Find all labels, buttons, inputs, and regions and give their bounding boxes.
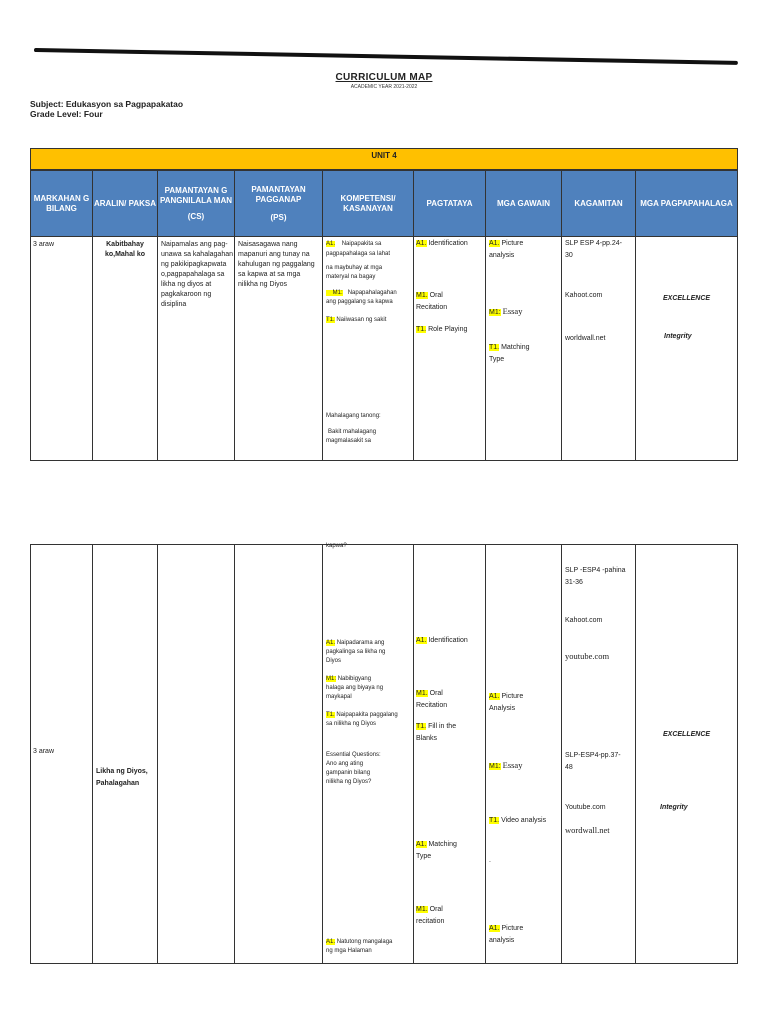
row1-value-2: Integrity	[664, 333, 692, 340]
row2-aralin-l1: Likha ng Diyos,	[96, 768, 148, 775]
row2-komp-a1-l3: Diyos	[326, 658, 342, 664]
row2-komp-eq-l2: Ano ang ating	[326, 761, 364, 767]
row2-divider	[561, 544, 562, 964]
a1-tag: A1.	[326, 241, 336, 247]
row2-komp-eq-l1: Essential Questions:	[326, 752, 381, 758]
grade-level-label: Grade Level: Four	[30, 109, 103, 119]
header-kagamitan-text: KAGAMITAN	[574, 198, 623, 208]
row1-gawain-m1	[489, 306, 522, 318]
row2-divider	[485, 544, 486, 964]
row2-pagtataya-m1b	[416, 905, 443, 915]
row1-ps: Naisasagawa nang mapanuri ang tunay na kahulugan ng paggalang sa kapwa at sa mga nilikha ng Diyos	[238, 241, 315, 288]
row2-markahan: 3 araw	[33, 748, 55, 755]
row2-pagtataya-a1-text: Identification	[428, 637, 468, 644]
row2-komp-m1-l3: maykapal	[326, 694, 352, 700]
t1-tag: T1.	[416, 326, 427, 333]
row2-pagtataya-m1	[416, 689, 443, 699]
row1-gawain-a1-l2: analysis	[489, 252, 515, 259]
row1-pagtataya-m1-l1: Oral	[429, 292, 443, 299]
header-ps-text: PAMANTAYAN PAGGANAP	[251, 184, 306, 204]
page-title: CURRICULUM MAP	[335, 72, 433, 83]
row2-gawain-t1	[489, 816, 546, 826]
m1-tag: M1.	[416, 292, 428, 299]
a1-tag: A1.	[416, 841, 427, 848]
row2-pagtataya-a1b-l1: Matching	[428, 841, 457, 848]
a1-tag: A1.	[489, 925, 500, 932]
row1-divider	[635, 236, 636, 461]
header-ps-abbr: (PS)	[270, 212, 287, 222]
row1-gawain-t1	[489, 343, 529, 353]
header-cs	[157, 170, 235, 237]
header-markahan-text: MARKAHAN G BILANG	[33, 193, 90, 213]
row2-kagamitan-3: youtube.com	[565, 651, 610, 661]
row1-komp-question-l2: magmalasakit sa	[326, 438, 372, 444]
row2-pagtataya-a1b-l2: Type	[416, 853, 432, 860]
t1-tag: T1.	[326, 317, 335, 323]
row2-gawain-t1-text: Video analysis	[501, 817, 547, 824]
row2-pagtataya-t1-l1: Fill in the	[428, 723, 457, 730]
header-gawain-text: MGA GAWAIN	[496, 198, 551, 208]
row2-komp-a1b	[326, 938, 392, 946]
row2-komp-a1-l1: Naipadarama ang	[336, 640, 385, 646]
row1-komp-a1	[326, 240, 418, 248]
row1-komp-m1	[326, 289, 397, 297]
row2-komp-a1-l2: pagkalinga sa likha ng	[326, 649, 386, 655]
row2-gawain-a1b	[489, 924, 523, 934]
row1-komp-m1-l2: ang paggalang sa kapwa	[326, 299, 393, 305]
row1-komp-a1-l3: na maybuhay at mga	[326, 265, 383, 271]
row2-divider	[157, 544, 158, 964]
row2-komp-a1b-l1: Natutong mangalaga	[336, 939, 393, 945]
row2-komp-t1-l2: sa nilikha ng Diyos	[326, 721, 377, 727]
row1-komp-t1-text: Naiiwasan ng sakit	[336, 317, 387, 323]
row2-kagamitan-1: SLP -ESP4 -pahina	[565, 567, 626, 574]
row2-komp-a1b-l2: ng mga Halaman	[326, 948, 372, 954]
header-pagtataya-text: PAGTATAYA	[426, 198, 473, 208]
row2-pagtataya-t1-l2: Blanks	[416, 735, 438, 742]
row1-divider	[485, 236, 486, 461]
header-cs-abbr: (CS)	[187, 211, 205, 221]
row1-komp-a1-l1: Naipapakita sa	[341, 241, 382, 247]
row2-komp-eq-l4: nilikha ng Diyos?	[326, 779, 372, 785]
row1-pagtataya-a1-text: Identification	[428, 240, 468, 247]
row2-kagamitan-1b: 31-36	[565, 579, 583, 586]
row2-divider	[234, 544, 235, 964]
row2-divider	[413, 544, 414, 964]
header-pagpapahalaga-text: MGA PAGPAPAHALAGA	[640, 198, 733, 208]
row2-komp-t1-l1: Naipapakita paggalang	[336, 712, 398, 718]
row1-pagtataya-t1	[416, 325, 467, 335]
row2-pagtataya-m1b-l1: Oral	[429, 906, 443, 913]
row1-aralin: Kabitbahay ko,Mahal ko	[104, 241, 146, 258]
row1-cs: Naipamalas ang pag-unawa sa kahalagahan ng pakikipagkapwata o,pagpapahalaga sa likha ng diyos at pagkakaroon ng disiplina	[161, 241, 234, 308]
m1-tag: M1:	[326, 676, 337, 682]
row2-komp-top: kapwa?	[326, 543, 347, 549]
t1-tag: T1.	[489, 817, 500, 824]
header-ps	[234, 170, 323, 237]
row2-pagtataya-m1b-l2: recitation	[416, 918, 445, 925]
row1-gawain-t1-l1: Matching	[501, 344, 530, 351]
row2-komp-m1-l1: Nabibigyang	[337, 676, 372, 682]
row2-gawain-a1-l1: Picture	[501, 693, 524, 700]
row1-kagamitan-1b: 30	[565, 252, 573, 259]
header-kompetensi-text: KOMPETENSI/ KASANAYAN	[340, 193, 396, 213]
row1-divider	[234, 236, 235, 461]
row1-komp-m1-l1: Napapahalagahan	[347, 290, 397, 296]
row2-komp-eq-l3: gampanin bilang	[326, 770, 371, 776]
row2-pagtataya-t1	[416, 722, 456, 732]
header-aralin-text: ARALIN/ PAKSA	[93, 198, 157, 208]
row2-pagtataya-m1-l2: Recitation	[416, 702, 448, 709]
row1-divider	[157, 236, 158, 461]
row2-divider	[92, 544, 93, 964]
top-rule	[34, 48, 738, 65]
a1-tag: A1.	[326, 640, 336, 646]
header-aralin	[92, 170, 158, 237]
row2-pagtataya-a1b	[416, 840, 457, 850]
row2-komp-t1	[326, 711, 398, 719]
row1-kagamitan-2: Kahoot.com	[565, 292, 603, 299]
row1-komp-question-l1: Bakit mahalagang	[328, 429, 377, 435]
row2-value-2: Integrity	[660, 804, 688, 811]
unit-banner: UNIT 4	[30, 148, 738, 170]
row1-pagtataya-m1-l2: Recitation	[416, 304, 448, 311]
row2-divider	[635, 544, 636, 964]
row1-komp-a1-l4: materyal na bagay	[326, 274, 376, 280]
t1-tag: T1.	[326, 712, 335, 718]
row2-gawain-a1b-l1: Picture	[501, 925, 524, 932]
row1-box	[30, 236, 738, 461]
header-markahan	[30, 170, 93, 237]
subject-label: Subject: Edukasyon sa Pagpapakatao	[30, 99, 184, 109]
row2-pagtataya-m1-l1: Oral	[429, 690, 443, 697]
row1-divider	[322, 236, 323, 461]
row2-kagamitan-4: SLP-ESP4-pp.37-	[565, 752, 621, 759]
row1-divider	[92, 236, 93, 461]
a1-tag: A1.	[489, 240, 500, 247]
row2-gawain-dot: .	[489, 857, 491, 864]
row1-gawain-m1-text: Essay	[502, 306, 523, 316]
row1-divider	[561, 236, 562, 461]
row1-value-1: EXCELLENCE	[663, 295, 711, 302]
m1-tag	[326, 290, 343, 296]
row2-komp-m1-l2: halaga ang biyaya ng	[326, 685, 384, 691]
row1-gawain-a1	[489, 239, 523, 249]
row1-markahan: 3 araw	[33, 241, 55, 248]
header-pagtataya	[413, 170, 486, 237]
row2-gawain-a1b-l2: analysis	[489, 937, 515, 944]
row1-komp-a1-l2: pagpapahalaga sa lahat	[326, 251, 391, 257]
row1-gawain-t1-l2: Type	[489, 356, 505, 363]
row2-kagamitan-2: Kahoot.com	[565, 617, 603, 624]
m1-tag: M1:	[489, 763, 501, 770]
row2-kagamitan-5: Youtube.com	[565, 804, 606, 811]
header-kompetensi	[322, 170, 414, 237]
row2-box	[30, 544, 738, 964]
row2-kagamitan-4b: 48	[565, 764, 573, 771]
row2-aralin-l2: Pahalagahan	[96, 780, 140, 787]
row1-kagamitan-1: SLP ESP 4-pp.24-	[565, 240, 622, 247]
t1-tag: T1.	[416, 723, 427, 730]
row2-komp-a1	[326, 639, 384, 647]
row2-pagtataya-a1	[416, 636, 468, 646]
a1-tag: A1.	[416, 240, 427, 247]
t1-tag: T1.	[489, 344, 500, 351]
row1-gawain-a1-l1: Picture	[501, 240, 524, 247]
m1-tag: M1.	[416, 906, 428, 913]
row2-gawain-a1	[489, 692, 523, 702]
row1-divider	[413, 236, 414, 461]
header-kagamitan	[561, 170, 636, 237]
row1-kagamitan-3: worldwall.net	[565, 335, 606, 342]
m1-tag-text: M1:	[332, 290, 343, 296]
header-pagpapahalaga	[635, 170, 738, 237]
academic-year: ACADEMIC YEAR 2021-2022	[350, 84, 418, 90]
row2-gawain-m1-text: Essay	[502, 760, 523, 770]
row2-divider	[322, 544, 323, 964]
header-gawain	[485, 170, 562, 237]
m1-tag: M1:	[489, 309, 501, 316]
row2-komp-m1	[326, 675, 371, 683]
a1-tag: A1.	[489, 693, 500, 700]
row1-pagtataya-a1	[416, 239, 468, 249]
row2-gawain-a1-l2: Analysis	[489, 705, 516, 712]
row2-gawain-m1	[489, 760, 522, 772]
m1-tag: M1.	[416, 690, 428, 697]
row1-pagtataya-t1-text: Role Playing	[428, 326, 468, 333]
row1-pagtataya-m1	[416, 291, 443, 301]
row2-kagamitan-6: wordwall.net	[565, 825, 610, 835]
a1-tag: A1.	[416, 637, 427, 644]
header-cs-text: PAMANTAYAN G PANGNILALA MAN	[160, 185, 232, 205]
row2-value-1: EXCELLENCE	[663, 731, 711, 738]
a1-tag: A1.	[326, 939, 336, 945]
row1-komp-t1	[326, 316, 386, 324]
row1-komp-question-label: Mahalagang tanong:	[326, 413, 381, 419]
